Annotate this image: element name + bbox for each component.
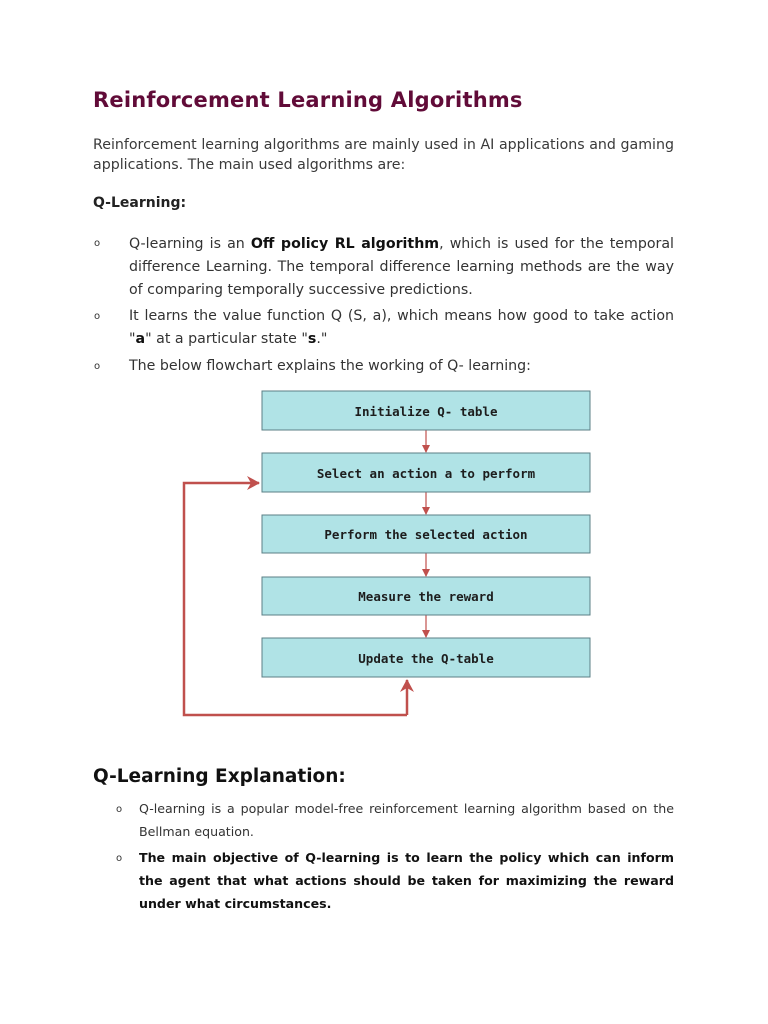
- flow-step-label: Initialize Q- table: [354, 404, 498, 419]
- flow-step-label: Update the Q-table: [358, 651, 494, 666]
- bullet-text: .": [316, 331, 328, 347]
- q-learning-heading: Q-Learning:: [93, 195, 187, 211]
- bullet-flowchart-intro: The below flowchart explains the working of Q- learning:: [129, 358, 531, 374]
- bullet-bold-text: s: [307, 331, 317, 347]
- flow-step-update-table: [262, 638, 590, 677]
- bullet-text: It learns the value function Q (S, a), which means how good to take action ": [129, 308, 674, 347]
- bullet-marker: o: [116, 804, 123, 815]
- page-title: Reinforcement Learning Algorithms: [93, 88, 523, 112]
- bullet-bold-text: a: [135, 331, 146, 347]
- bullet-marker: o: [116, 853, 123, 864]
- flow-step-measure-reward: [262, 577, 590, 615]
- explanation-heading: Q-Learning Explanation:: [93, 766, 346, 787]
- bullet-text: " at a particular state ": [145, 331, 308, 347]
- explanation-bullet-model-free: Q-learning is a popular model-free reinforcement learning algorithm based on the Bellman equation.: [139, 801, 674, 839]
- bullet-marker: o: [94, 311, 101, 322]
- flow-step-label: Perform the selected action: [324, 527, 528, 542]
- flow-step-select-action: [262, 453, 590, 492]
- flow-step-perform-action: [262, 515, 590, 553]
- bullet-text: , which is used for the temporal difference Learning. The temporal difference learning methods are the way of comparing temporally successive predictions.: [129, 236, 674, 298]
- bullet-marker: o: [94, 361, 101, 372]
- bullet-marker: o: [94, 238, 101, 249]
- bullet-text: Q-learning is an: [129, 236, 251, 252]
- flow-step-label: Measure the reward: [358, 589, 494, 604]
- intro-paragraph: Reinforcement learning algorithms are mainly used in AI applications and gaming applications. The main used algorithms are:: [93, 137, 674, 173]
- flow-step-initialize: [262, 391, 590, 430]
- flow-step-label: Select an action a to perform: [316, 466, 536, 481]
- explanation-bullet-objective: The main objective of Q-learning is to learn the policy which can inform the agent that what actions should be taken for maximizing the reward under what circumstances.: [139, 850, 674, 911]
- bullet-bold-text: Off policy RL algorithm: [250, 236, 440, 252]
